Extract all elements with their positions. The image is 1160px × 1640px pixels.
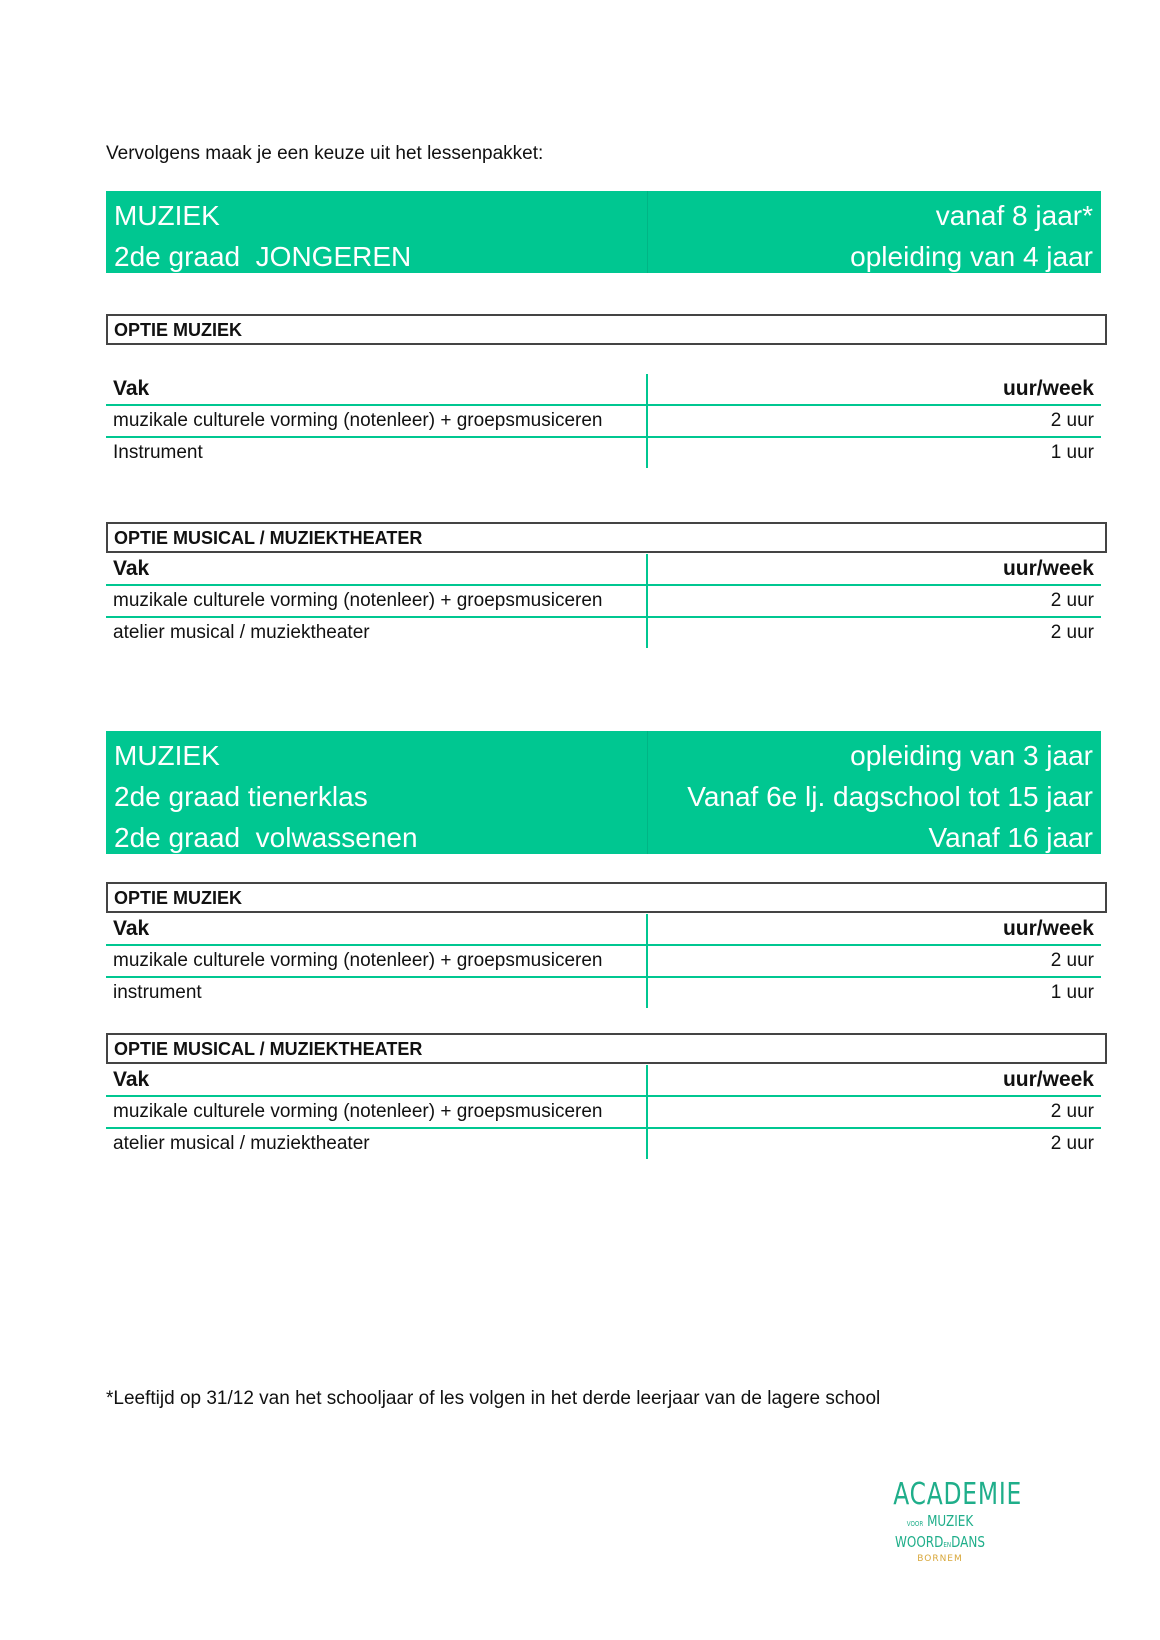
logo-en-text: EN [943,1541,952,1549]
uur-cell: 2 uur [646,586,1101,616]
section1-banner [106,191,1101,273]
section1-banner-right-line: vanaf 8 jaar* [935,200,1093,231]
academie-logo [880,1477,1023,1564]
section2-banner-left-line: 2de graad volwassenen [114,822,418,853]
section2-banner-right-line: Vanaf 16 jaar [928,822,1093,853]
uur-header: uur/week [646,914,1101,944]
table-header-row [106,1065,1101,1097]
course-table [106,374,1101,468]
table-header-row [106,554,1101,586]
vak-header: Vak [113,377,150,400]
uur-header: uur/week [646,1065,1101,1095]
vak-cell: atelier musical / muziektheater [113,1133,370,1154]
uur-header: uur/week [646,374,1101,404]
table-row [106,586,1101,618]
logo-place-text: BORNEM [917,1554,963,1564]
table-row [106,1129,1101,1159]
uur-cell: 1 uur [646,438,1101,468]
table-header-row [106,914,1101,946]
section1-banner-right [648,191,1101,273]
uur-header: uur/week [646,554,1101,584]
logo-woord-dans-line [892,1533,988,1554]
logo-voor-text: VOOR [906,1520,924,1528]
logo-academie-text: ACADEMIE [893,1477,1023,1512]
section2-banner [106,731,1101,854]
uur-cell: 2 uur [646,946,1101,976]
table-row [106,406,1101,438]
logo-muziek-text: MUZIEK [927,1512,974,1530]
footnote: *Leeftijd op 31/12 van het schooljaar of les volgen in het derde leerjaar van de lagere school [106,1388,881,1409]
uur-cell: 2 uur [646,1129,1101,1159]
vak-cell: muzikale culturele vorming (notenleer) + groepsmusiceren [113,950,603,971]
table-row [106,978,1101,1008]
vak-cell: Instrument [113,442,203,463]
uur-cell: 1 uur [646,978,1101,1008]
uur-cell: 2 uur [646,1097,1101,1127]
logo-muziek-line [892,1512,988,1533]
option-title: OPTIE MUZIEK [106,314,1107,345]
vak-cell: muzikale culturele vorming (notenleer) + groepsmusiceren [113,590,603,611]
vak-header: Vak [113,917,150,940]
vak-cell: atelier musical / muziektheater [113,622,370,643]
intro-text: Vervolgens maak je een keuze uit het lessenpakket: [106,143,544,164]
section1-banner-left-line: MUZIEK [114,200,220,231]
option-title: OPTIE MUZIEK [106,882,1107,913]
vak-cell: muzikale culturele vorming (notenleer) + groepsmusiceren [113,1101,603,1122]
table-row [106,946,1101,978]
logo-woord-text: WOORD [895,1533,944,1551]
table-row [106,438,1101,468]
section2-banner-left [106,731,648,854]
logo-dans-text: DANS [951,1533,985,1551]
table-row [106,1097,1101,1129]
table-header-row [106,374,1101,406]
section2-banner-left-line: MUZIEK [114,740,220,771]
section1-banner-left [106,191,648,273]
section2-banner-left-line: 2de graad tienerklas [114,781,368,812]
uur-cell: 2 uur [646,618,1101,648]
section2-banner-right-line: opleiding van 3 jaar [850,740,1093,771]
section2-banner-right-line: Vanaf 6e lj. dagschool tot 15 jaar [687,781,1093,812]
vak-cell: muzikale culturele vorming (notenleer) + groepsmusiceren [113,410,603,431]
course-table [106,554,1101,648]
section1-banner-right-line: opleiding van 4 jaar [850,241,1093,272]
section2-banner-right [648,731,1101,854]
course-table [106,1065,1101,1159]
vak-header: Vak [113,557,150,580]
table-row [106,618,1101,648]
vak-cell: instrument [113,982,202,1003]
course-table [106,914,1101,1008]
option-title: OPTIE MUSICAL / MUZIEKTHEATER [106,1033,1107,1064]
vak-header: Vak [113,1068,150,1091]
section1-banner-left-line: 2de graad JONGEREN [114,241,412,272]
option-title: OPTIE MUSICAL / MUZIEKTHEATER [106,522,1107,553]
uur-cell: 2 uur [646,406,1101,436]
